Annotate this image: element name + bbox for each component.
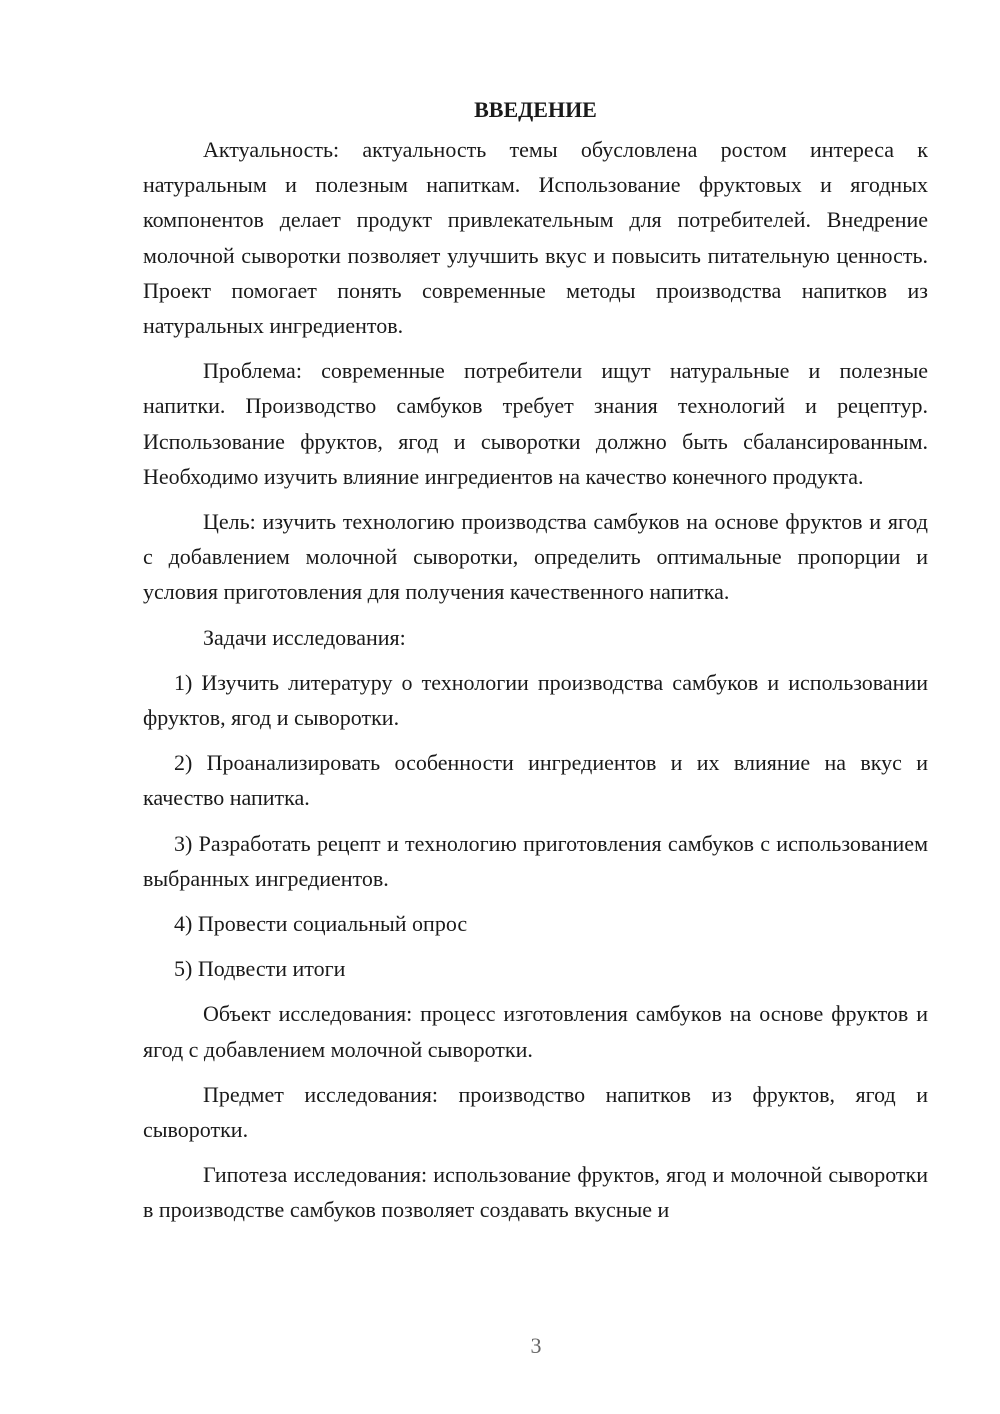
section-heading: ВВЕДЕНИЕ — [474, 97, 597, 122]
page-number: 3 — [530, 1333, 542, 1358]
paragraph-object: Объект исследования: процесс изготовления самбуков на основе фруктов и ягод с добавлением молочной сыворотки. — [143, 1001, 928, 1062]
paragraph-relevance: Актуальность: актуальность темы обусловлена ростом интереса к натуральным и полезным напиткам. Использование фруктовых и ягодных компонентов делает продукт привлекательным для потребителей. Внедрение молочной сыворотки позволяет улучшить вкус и повысить питательную ценность. Проект помогает понять современные методы производства напитков из натуральных ингредиентов. — [143, 137, 928, 339]
task-item-2: 2) Проанализировать особенности ингредиентов и их влияние на вкус и качество напитка. — [143, 750, 928, 811]
task-item-1: 1) Изучить литературу о технологии производства самбуков и использовании фруктов, ягод и сыворотки. — [143, 669, 928, 731]
tasks-title: Задачи исследования: — [203, 624, 406, 650]
task-item-4: 4) Провести социальный опрос — [174, 911, 468, 937]
paragraph-subject: Предмет исследования: производство напитков из фруктов, ягод и сыворотки. — [143, 1081, 928, 1143]
paragraph-problem: Проблема: современные потребители ищут натуральные и полезные напитки. Производство самбуков требует знания технологий и рецептур. Использование фруктов, ягод и сыворотки должно быть сбалансированным. Необходимо изучить влияние ингредиентов на качество конечного продукта. — [143, 358, 928, 489]
task-item-5: 5) Подвести итоги — [174, 956, 346, 982]
page-content — [143, 94, 928, 1238]
task-item-3: 3) Разработать рецепт и технологию приготовления самбуков с использованием выбранных ингредиентов. — [143, 830, 928, 891]
paragraph-hypothesis: Гипотеза исследования: использование фруктов, ягод и молочной сыворотки в производстве самбуков позволяет создавать вкусные и — [143, 1162, 928, 1223]
paragraph-goal: Цель: изучить технологию производства самбуков на основе фруктов и ягод с добавлением молочной сыворотки, определить оптимальные пропорции и условия приготовления для получения качественного напитка. — [143, 509, 928, 605]
